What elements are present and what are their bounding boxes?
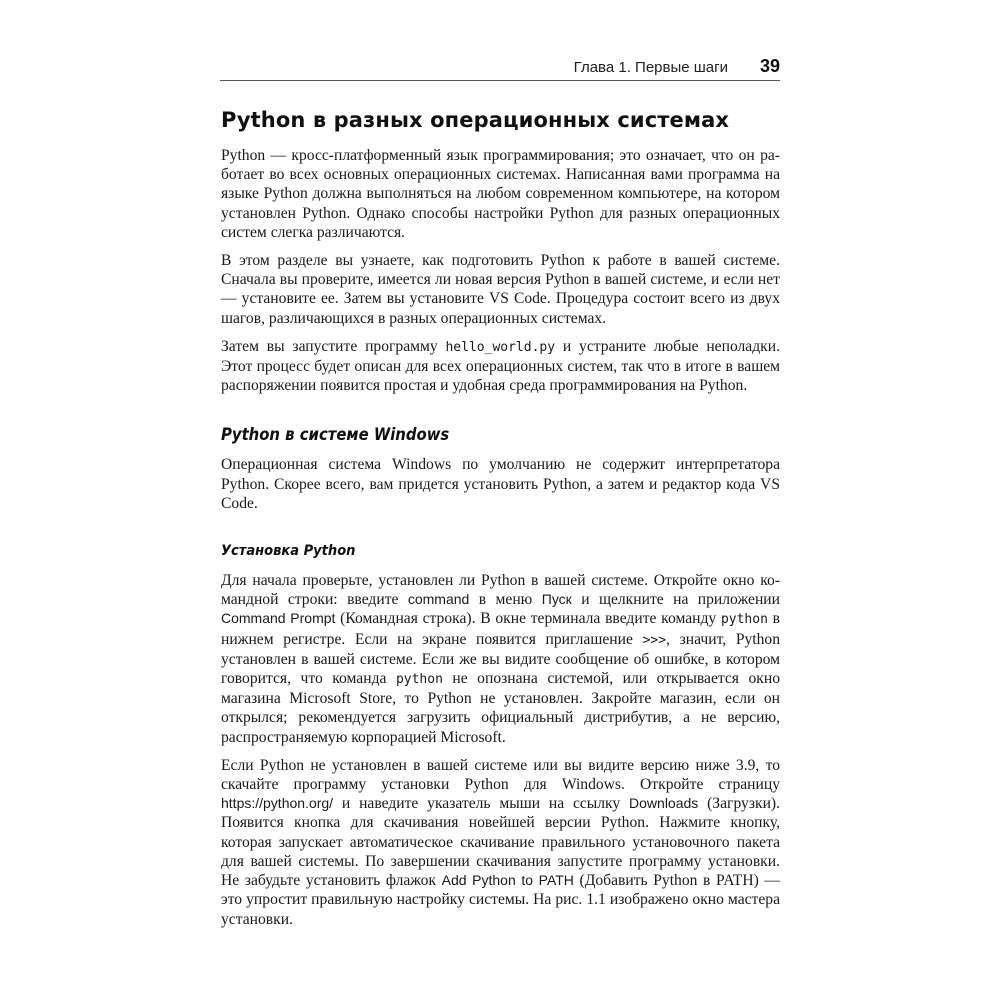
text-run: не опознана системой, или открывается окно магазина Microsoft Store, то Python не установлен. Закройте магазин, если он открылся; рекомендуется загрузить официальный дистрибутив, а не версию, распространяемую корпорацией Microsoft. xyxy=(221,670,781,746)
ui-term: Command Prompt xyxy=(221,610,336,627)
paragraph-cross-platform: Python — кросс-платформенный язык программирования; это означает, что он работает во всех основных операционных системах. Написанная вами программа на языке Python должна выполняться на любом современном компьютере, на котором установлен Python. Однако способы настройки Python для разных операционных систем слегка различаются. xyxy=(221,147,780,241)
header-chapter-title: Глава 1. Первые шаги xyxy=(573,59,728,76)
page-number: 39 xyxy=(759,56,780,76)
subsection-heading-windows: Python в системе Windows xyxy=(221,425,450,445)
url-text: https://python.org/ xyxy=(221,795,334,812)
text-run: и устраните любые неполадки. Этот процесс будет описан для всех операционных систем, так что в итоге в вашем распоряжении появится простая и удобная среда программирования на Python. xyxy=(221,337,780,395)
text-run: , значит, Python установлен в вашей системе. Если же вы видите сообщение об ошибке, в котором говорится, что команда xyxy=(221,630,781,688)
text-run: (Командная строка). В окне терминала введите команду xyxy=(335,610,721,628)
paragraph-hello-world xyxy=(221,337,780,396)
text-run: Если Python не установлен в вашей системе или вы видите версию ниже 3.9, то скачайте программу установки Python для Windows. Откройте страницу xyxy=(221,756,780,794)
text-run: и щелкните на приложении xyxy=(571,591,780,609)
section-heading: Python в разных операционных системах xyxy=(221,108,730,132)
text-run: (Добавить Python в PATH) — это упростит правильную настройку системы. На рис. 1.1 изображено окно мастера установки. xyxy=(221,872,780,928)
paragraph-download-install xyxy=(221,756,780,929)
text-run: в нижнем регистре. Если на экране появится приглашение xyxy=(221,610,781,648)
inline-code: python xyxy=(720,612,768,628)
text-run: и наведите указатель мыши на ссылку xyxy=(333,795,630,813)
inline-code: python xyxy=(395,672,443,688)
ui-term: Add Python to PATH xyxy=(441,872,574,889)
paragraph-check-install xyxy=(221,571,780,747)
ui-term: Downloads xyxy=(629,795,699,812)
subsubsection-heading-install: Установка Python xyxy=(221,543,356,560)
inline-code-prompt: >>> xyxy=(642,632,667,648)
running-header xyxy=(220,56,780,81)
paragraph-section-overview: В этом разделе вы узнаете, как подготовить Python к работе в вашей системе. Сначала вы проверите, имеется ли новая версия Python в вашей системе, и если нет — установите ее. Затем вы установите VS Code. Процедура состоит всего из двух шагов, различающихся в разных операционных системах. xyxy=(221,252,780,327)
inline-code-filename: hello_world.py xyxy=(445,339,556,355)
ui-term: command xyxy=(407,591,470,608)
page-body xyxy=(221,108,780,938)
text-run: в меню xyxy=(469,591,542,609)
ui-term: Пуск xyxy=(541,591,572,608)
text-run: Для начала проверьте, установлен ли Python в вашей системе. Откройте окно командной строки: введите xyxy=(221,572,780,609)
text-run: Затем вы запустите программу xyxy=(221,337,446,355)
text-run: (Загрузки). Появится кнопка для скачивания новейшей версии Python. Нажмите кнопку, которая запускает автоматическое скачивание правильного установочного пакета для вашей системы. По завершении скачивания запустите программу установки. Не забудьте установить флажок xyxy=(221,795,781,890)
paragraph-windows-intro: Операционная система Windows по умолчанию не содержит интерпретатора Python. Скорее всего, вам придется установить Python, а затем и редактор кода VS Code. xyxy=(221,456,780,512)
